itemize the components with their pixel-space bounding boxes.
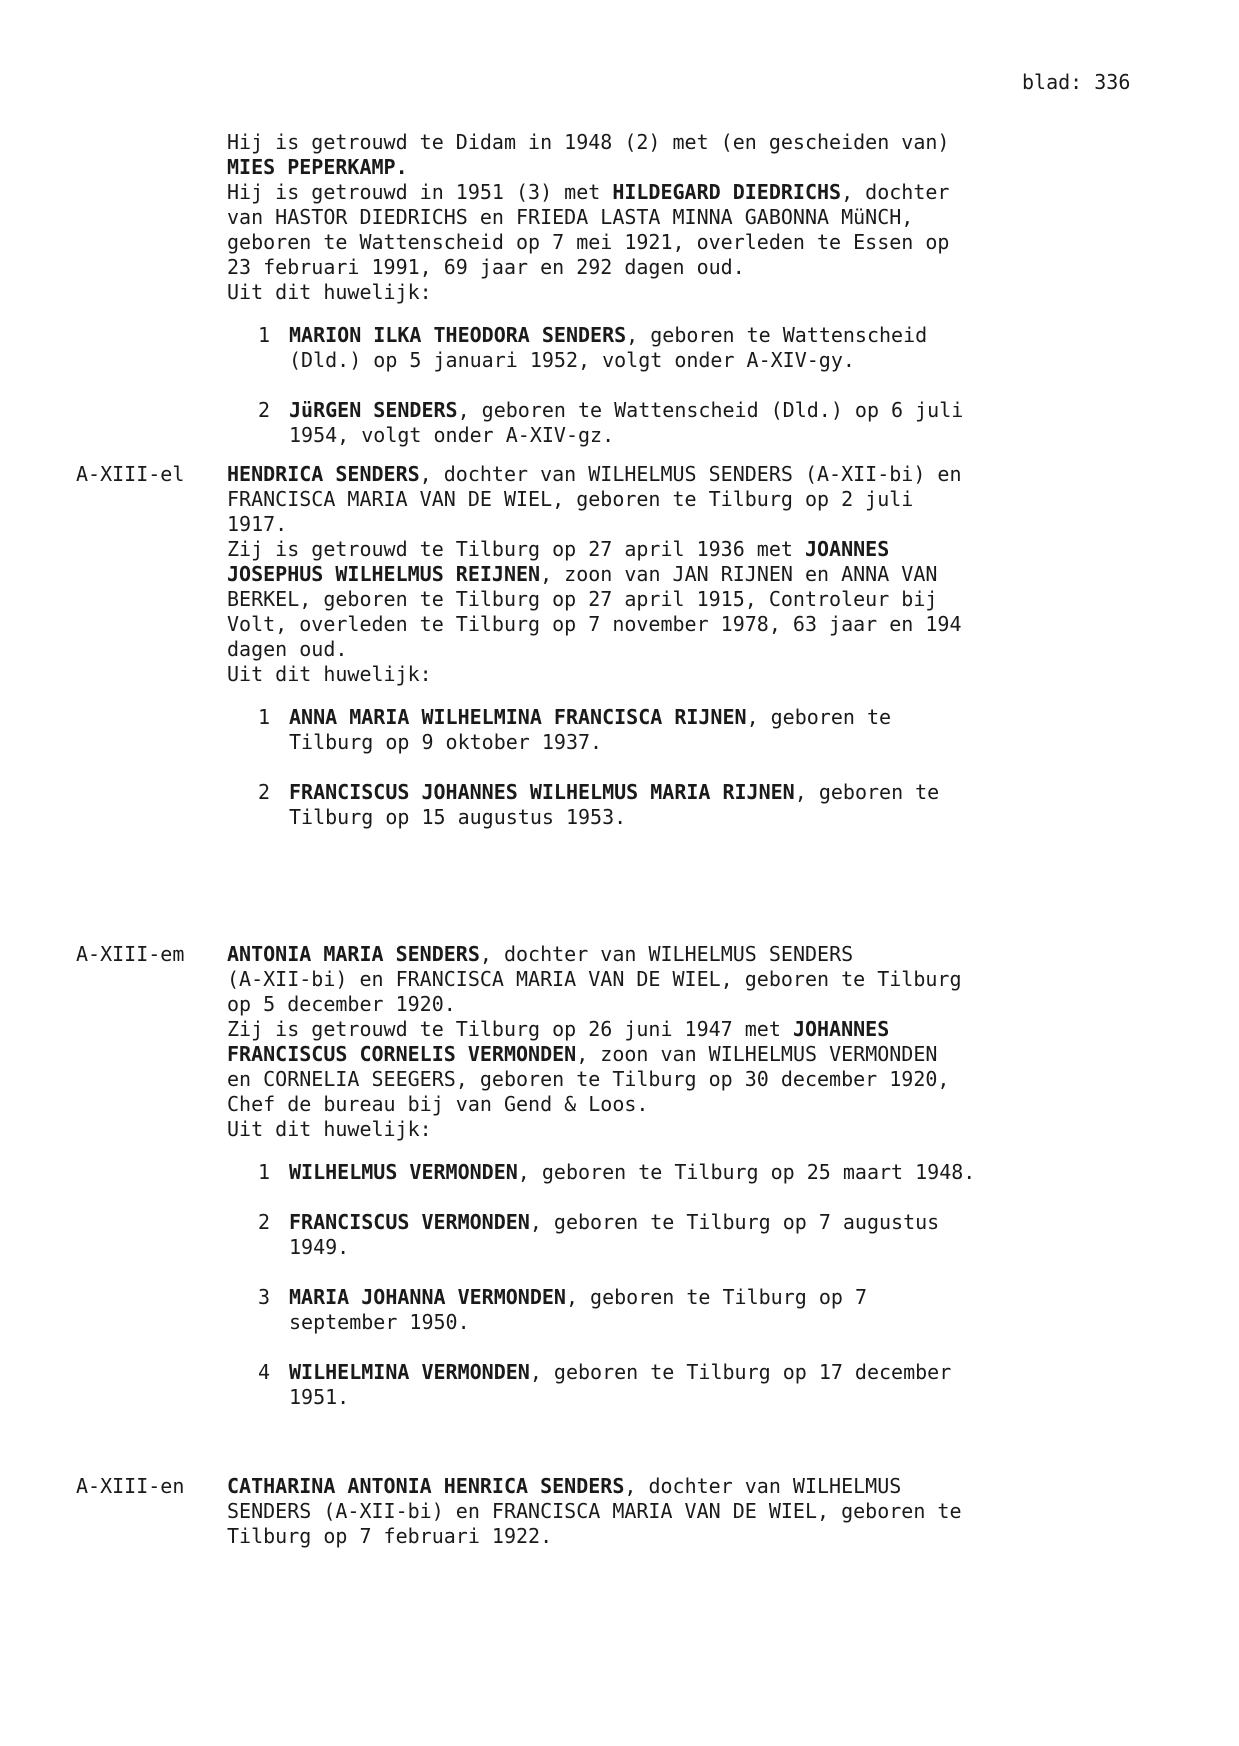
person-name: FRANCISCUS CORNELIS VERMONDEN — [227, 1042, 577, 1066]
text-segment: september 1950. — [289, 1310, 470, 1334]
person-name: WILHELMUS VERMONDEN — [289, 1160, 518, 1184]
child-number: 1 — [258, 323, 271, 347]
entry-a-xiii-em — [76, 942, 1166, 1435]
text-line — [227, 1017, 1166, 1042]
text-line — [227, 1524, 1166, 1549]
person-name: FRANCISCUS JOHANNES WILHELMUS MARIA RIJNEN — [289, 780, 795, 804]
child-text — [289, 1285, 1166, 1335]
text-segment: Tilburg op 7 februari 1922. — [227, 1524, 553, 1548]
child-item — [258, 398, 1166, 448]
text-segment: (Dld.) op 5 januari 1952, volgt onder A-XIV-gy. — [289, 348, 855, 372]
child-item — [258, 1360, 1166, 1410]
text-segment: dagen oud. — [227, 637, 348, 661]
text-line — [289, 780, 1166, 805]
child-item — [258, 1160, 1166, 1185]
text-segment: BERKEL, geboren te Tilburg op 27 april 1915, Controleur bij — [227, 587, 938, 611]
child-text — [289, 1160, 1166, 1185]
text-line — [289, 348, 1166, 373]
text-segment: , geboren te Tilburg op 7 — [565, 1285, 867, 1309]
entry-body — [227, 1474, 1166, 1549]
entry-code: A-XIII-en — [76, 1474, 185, 1498]
children-list — [227, 323, 1166, 448]
text-segment: Tilburg op 9 oktober 1937. — [289, 730, 603, 754]
text-segment: 23 februari 1991, 69 jaar en 292 dagen oud. — [227, 255, 745, 279]
text-segment: , geboren te Tilburg op 17 december — [529, 1360, 952, 1384]
text-segment: Tilburg op 15 augustus 1953. — [289, 805, 627, 829]
person-name: MIES PEPERKAMP. — [227, 155, 408, 179]
person-name: JOSEPHUS WILHELMUS REIJNEN — [227, 562, 541, 586]
continuation-entry — [76, 130, 1166, 473]
person-name: ANTONIA MARIA SENDERS — [227, 942, 480, 966]
text-segment: Chef de bureau bij van Gend & Loos. — [227, 1092, 649, 1116]
text-segment: Zij is getrouwd te Tilburg op 26 juni 1947 met — [227, 1017, 793, 1041]
entry-a-xiii-el — [76, 462, 1166, 855]
text-line — [227, 562, 1166, 587]
child-number: 1 — [258, 1160, 271, 1184]
person-name: FRANCISCUS VERMONDEN — [289, 1210, 530, 1234]
text-line — [289, 805, 1166, 830]
text-segment: , dochter — [841, 180, 950, 204]
text-line — [227, 155, 1166, 180]
text-line — [289, 1210, 1166, 1235]
text-segment: van HASTOR DIEDRICHS en FRIEDA LASTA MINNA GABONNA MüNCH, — [227, 205, 914, 229]
text-line — [227, 130, 1166, 155]
text-segment: 1954, volgt onder A-XIV-gz. — [289, 423, 615, 447]
text-segment: , geboren te Wattenscheid — [626, 323, 928, 347]
entry-text — [227, 130, 1166, 305]
text-line — [289, 323, 1166, 348]
text-segment: 1917. — [227, 512, 288, 536]
person-name: MARION ILKA THEODORA SENDERS — [289, 323, 627, 347]
text-line — [227, 462, 1166, 487]
entry-code: A-XIII-el — [76, 462, 185, 486]
child-item — [258, 705, 1166, 755]
text-segment: , geboren te — [794, 780, 940, 804]
text-segment: Uit dit huwelijk: — [227, 1117, 432, 1141]
text-line — [227, 1042, 1166, 1067]
text-segment: (A-XII-bi) en FRANCISCA MARIA VAN DE WIEL, geboren te Tilburg — [227, 967, 962, 991]
text-segment: Volt, overleden te Tilburg op 7 november 1978, 63 jaar en 194 — [227, 612, 962, 636]
text-segment: Hij is getrouwd in 1951 (3) met — [227, 180, 613, 204]
text-line — [289, 1360, 1166, 1385]
child-number: 4 — [258, 1360, 271, 1384]
entry-body — [227, 130, 1166, 448]
text-line — [227, 1067, 1166, 1092]
text-line — [227, 537, 1166, 562]
child-text — [289, 780, 1166, 830]
text-line — [227, 637, 1166, 662]
child-text — [289, 323, 1166, 373]
text-line — [227, 487, 1166, 512]
text-segment: , geboren te Tilburg op 25 maart 1948. — [517, 1160, 976, 1184]
child-number: 2 — [258, 1210, 271, 1234]
text-line — [227, 230, 1166, 255]
text-segment: 1951. — [289, 1385, 350, 1409]
text-segment: Uit dit huwelijk: — [227, 280, 432, 304]
text-line — [289, 705, 1166, 730]
text-segment: , geboren te Wattenscheid (Dld.) op 6 juli — [457, 398, 964, 422]
text-line — [227, 512, 1166, 537]
text-line — [289, 1285, 1166, 1310]
person-name: CATHARINA ANTONIA HENRICA SENDERS — [227, 1474, 625, 1498]
text-line — [289, 1235, 1166, 1260]
child-text — [289, 1210, 1166, 1260]
entry-body — [227, 462, 1166, 830]
entry-code: A-XIII-em — [76, 942, 185, 966]
text-line — [227, 1474, 1166, 1499]
text-line — [227, 1117, 1166, 1142]
text-segment: , geboren te Tilburg op 7 augustus — [529, 1210, 940, 1234]
text-line — [227, 942, 1166, 967]
text-segment: , dochter van WILHELMUS SENDERS — [479, 942, 854, 966]
text-segment: Zij is getrouwd te Tilburg op 27 april 1936 met — [227, 537, 805, 561]
child-item — [258, 1285, 1166, 1335]
text-segment: , dochter van WILHELMUS — [624, 1474, 902, 1498]
text-segment: , dochter van WILHELMUS SENDERS (A-XII-bi) en — [419, 462, 962, 486]
text-segment: op 5 december 1920. — [227, 992, 456, 1016]
text-line — [227, 967, 1166, 992]
text-line — [227, 992, 1166, 1017]
person-name: JOHANNES — [792, 1017, 890, 1041]
text-line — [227, 1499, 1166, 1524]
child-number: 2 — [258, 780, 271, 804]
text-segment: , zoon van WILHELMUS VERMONDEN — [576, 1042, 938, 1066]
text-segment: Uit dit huwelijk: — [227, 662, 432, 686]
person-name: JüRGEN SENDERS — [289, 398, 458, 422]
child-item — [258, 780, 1166, 830]
text-line — [289, 398, 1166, 423]
text-segment: 1949. — [289, 1235, 350, 1259]
text-line — [289, 1160, 1166, 1185]
text-segment: Hij is getrouwd te Didam in 1948 (2) met (en gescheiden van) — [227, 130, 950, 154]
person-name: ANNA MARIA WILHELMINA FRANCISCA RIJNEN — [289, 705, 747, 729]
text-segment: FRANCISCA MARIA VAN DE WIEL, geboren te Tilburg op 2 juli — [227, 487, 914, 511]
children-list — [227, 705, 1166, 830]
text-line — [227, 280, 1166, 305]
child-text — [289, 1360, 1166, 1410]
text-line — [227, 180, 1166, 205]
person-name: WILHELMINA VERMONDEN — [289, 1360, 530, 1384]
entry-text — [227, 462, 1166, 687]
child-text — [289, 398, 1166, 448]
child-item — [258, 323, 1166, 373]
text-segment: , zoon van JAN RIJNEN en ANNA VAN — [540, 562, 938, 586]
text-segment: en CORNELIA SEEGERS, geboren te Tilburg op 30 december 1920, — [227, 1067, 950, 1091]
entry-body — [227, 942, 1166, 1410]
text-segment: geboren te Wattenscheid op 7 mei 1921, overleden te Essen op — [227, 230, 950, 254]
child-number: 2 — [258, 398, 271, 422]
child-number: 1 — [258, 705, 271, 729]
entry-text — [227, 1474, 1166, 1549]
text-line — [227, 587, 1166, 612]
text-line — [227, 255, 1166, 280]
children-list — [227, 1160, 1166, 1410]
text-line — [289, 1310, 1166, 1335]
text-line — [227, 612, 1166, 637]
person-name: MARIA JOHANNA VERMONDEN — [289, 1285, 566, 1309]
child-text — [289, 705, 1166, 755]
text-line — [289, 1385, 1166, 1410]
text-line — [227, 205, 1166, 230]
entry-a-xiii-en — [76, 1474, 1166, 1549]
person-name: HILDEGARD DIEDRICHS — [612, 180, 842, 204]
entry-text — [227, 942, 1166, 1142]
text-line — [227, 1092, 1166, 1117]
person-name: JOANNES — [804, 537, 890, 561]
child-number: 3 — [258, 1285, 271, 1309]
child-item — [258, 1210, 1166, 1260]
text-segment: , geboren te — [746, 705, 892, 729]
text-segment: SENDERS (A-XII-bi) en FRANCISCA MARIA VAN DE WIEL, geboren te — [227, 1499, 962, 1523]
text-line — [227, 662, 1166, 687]
person-name: HENDRICA SENDERS — [227, 462, 420, 486]
text-line — [289, 423, 1166, 448]
page-number: blad: 336 — [1022, 70, 1131, 94]
text-line — [289, 730, 1166, 755]
